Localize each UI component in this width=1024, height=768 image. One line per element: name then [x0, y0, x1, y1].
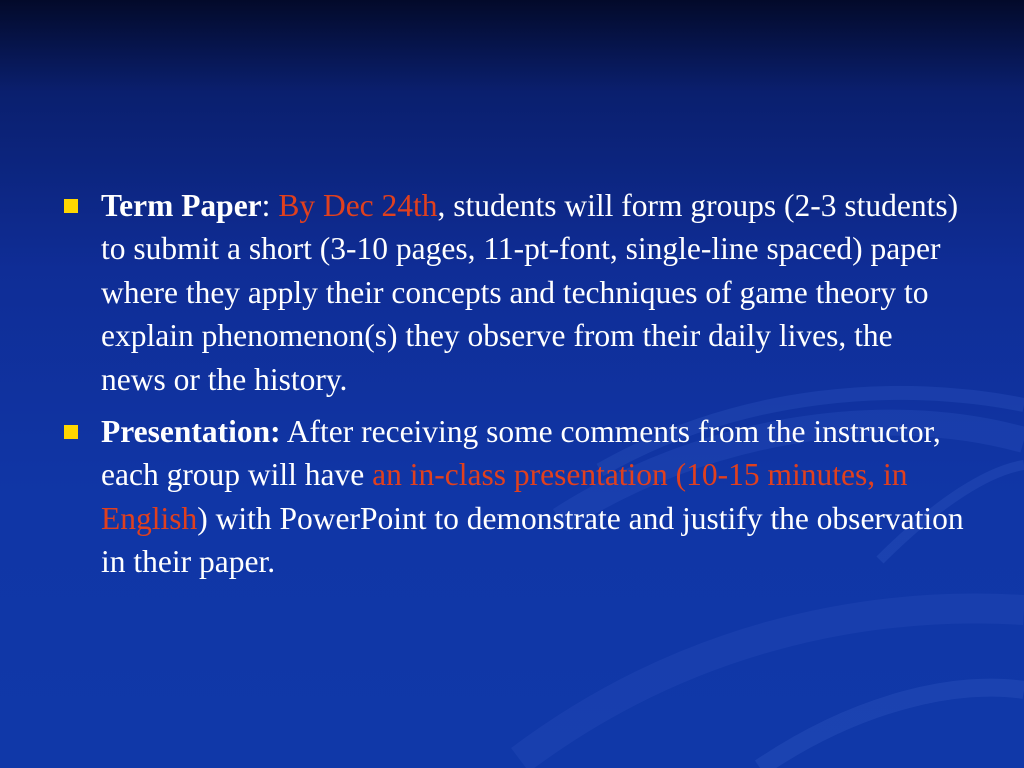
presentation-format: an in-class presentation (10-15 minutes, in English [101, 457, 908, 536]
bullet-list [64, 184, 964, 593]
presentation-heading: Presentation: [101, 414, 281, 450]
presentation-description-start: After receiving some comments from the instructor, each group will have [101, 414, 941, 493]
term-paper-description: , students will form groups (2-3 students) to submit a short (3-10 pages, 11-pt-font, single-line spaced) paper where they apply their concepts and techniques of game theory to explain phenomenon(s) they observe from their daily lives, the news or the history. [101, 188, 959, 397]
term-paper-heading-suffix: : [261, 188, 279, 223]
term-paper-deadline: By Dec 24th [278, 188, 438, 223]
term-paper-heading: Term Paper [101, 188, 262, 223]
square-bullet-icon [64, 425, 78, 439]
bullet-term-paper [64, 184, 964, 401]
square-bullet-icon [64, 199, 78, 213]
presentation-description-end: ) with PowerPoint to demonstrate and justify the observation in their paper. [101, 500, 964, 580]
bullet-presentation [64, 410, 964, 584]
